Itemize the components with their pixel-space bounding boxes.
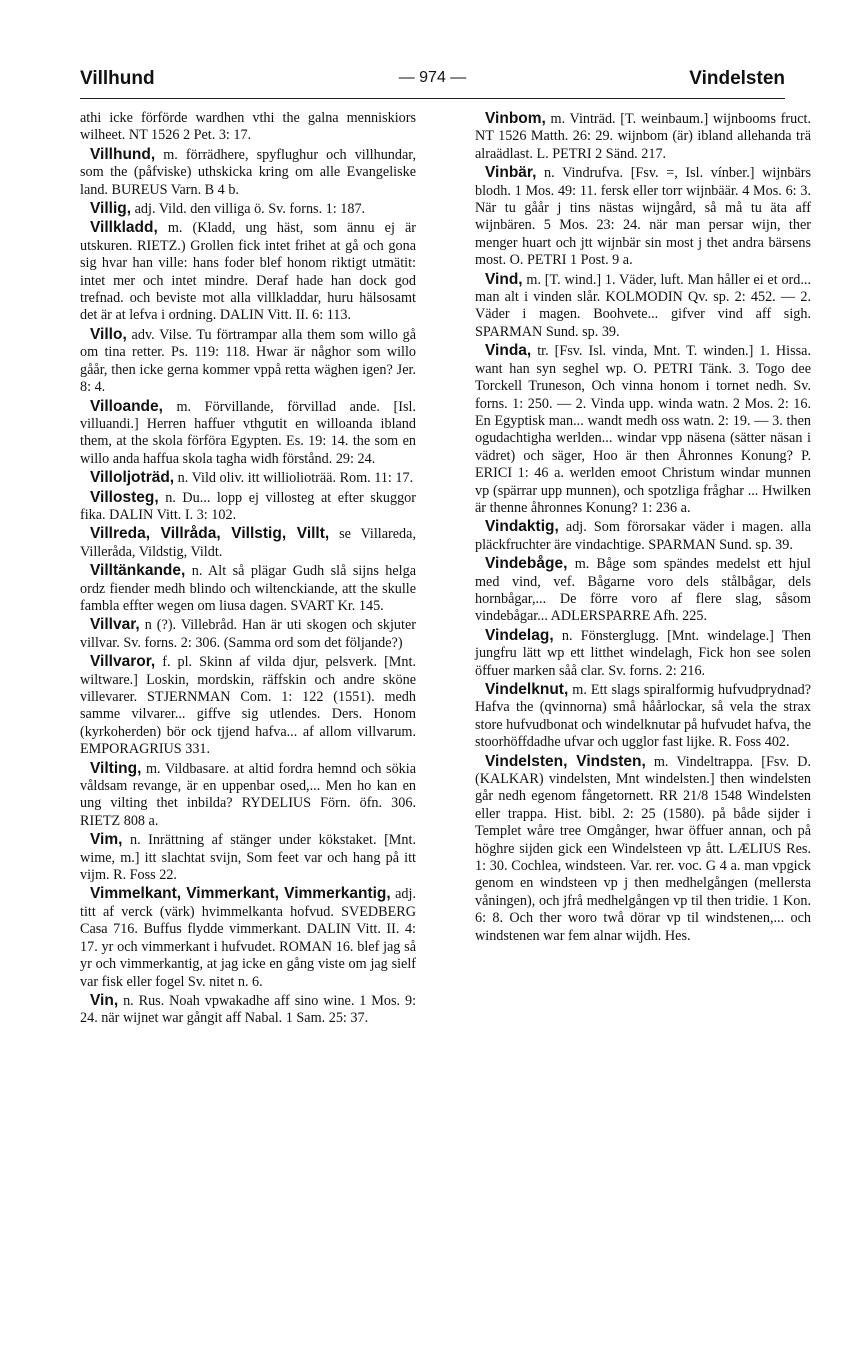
dictionary-entry <box>80 398 416 469</box>
entry-headword: Vinbär, <box>485 164 537 182</box>
dictionary-entry <box>475 164 811 269</box>
entry-headword: Villvar, <box>90 616 140 634</box>
page-number: — 974 — <box>398 69 467 86</box>
dictionary-entry <box>80 326 416 397</box>
dictionary-entry <box>475 681 811 752</box>
dictionary-entry <box>80 146 416 199</box>
entry-definition: n. Vild oliv. itt williolioträä. Rom. 11: 17. <box>177 470 414 487</box>
entry-headword: Villoande, <box>90 397 163 415</box>
entry-headword: Vinbom, <box>485 110 546 127</box>
header-rule <box>80 98 785 99</box>
entry-headword: Vindebåge, <box>485 555 568 573</box>
entry-definition: m. förrädhere, spyflughur och villhundar, som the (påfviske) uthskicka kring om alle Evangeliske land. BUREUS Varn. B 4 b. <box>80 146 416 198</box>
entry-headword: Villoljoträd, <box>90 469 175 487</box>
entry-headword: Vind, <box>485 270 523 288</box>
left-column <box>80 110 416 1029</box>
dictionary-entry <box>80 653 416 758</box>
entry-headword: Villo, <box>90 325 127 343</box>
entry-headword: Vimmelkant, Vimmerkant, Vimmerkantig, <box>90 885 391 903</box>
entry-headword: Villkladd, <box>90 219 158 237</box>
entry-headword: Villreda, Villråda, Villstig, Villt, <box>90 525 330 543</box>
entry-headword: Vilting, <box>90 759 142 777</box>
entry-definition: n. Rus. Noah vpwakadhe aff sino wine. 1 Mos. 9: 24. när wijnet war gångit aff Nabal. 1 Sam. 25: 37. <box>80 992 417 1027</box>
dictionary-entry <box>80 200 416 218</box>
dictionary-entry <box>80 562 416 615</box>
entry-headword: Villosteg, <box>90 488 159 506</box>
dictionary-entry <box>80 110 416 145</box>
dictionary-entry <box>475 110 811 163</box>
entry-headword: Vinda, <box>485 342 532 360</box>
entry-headword: Villvaror, <box>90 653 156 671</box>
page-header <box>80 68 785 98</box>
entry-definition: n. Du... lopp ej villosteg at efter skuggor fika. DALIN Vitt. I. 3: 102. <box>80 489 416 523</box>
entry-definition: m. Vildbasare. at altid fordra hemnd och sökia våldsam revange, är en uppenbar osed,... Men ho kan en ung vilting thet inbilda? RYDELIUS Förn. öfn. 306. RIETZ 808 a. <box>80 760 416 829</box>
entry-definition: m. Vindeltrappa. [Fsv. D. (KALKAR) vindelsten, Mnt windelsten.] then windelsten går nedh egenom fångetornett. RR 21/8 1548 Windelsten eller trappa. Hist. bibl. 2: 25 (1580). på både sijder i Templet wåre tree Omgånger, hwar öffuer annan, och på höghre sijden gick een Windelsteen vp ått. LÆLIUS Res. 1: 30. Cochlea, windsteen. Var. rer. voc. G 4 a. man vpgick genom en windsteen vp j then medhelgången (mellersta våningen), och jfrå medhelgången vp til then tridie. 1 Kon. 6: 8. Och ther woro twå dörar vp til windstenen,... och windstenen war fem alnar wijdh. Hes. <box>475 753 811 944</box>
dictionary-entry <box>475 518 811 554</box>
dictionary-entry <box>80 885 416 990</box>
right-running-headword: Vindelsten <box>689 68 785 89</box>
entry-definition: n. Inrättning af stänger under kökstaket. [Mnt. wime, m.] itt slachtat svijn, Som feet var och hang på itt vijm. R. Foss 22. <box>80 832 416 884</box>
dictionary-entry <box>475 555 811 626</box>
entry-definition: f. pl. Skinn af vilda djur, pelsverk. [Mnt. wiltware.] Loskin, mordskin, räffskin och andre sköne villevarer. STJERNMAN Com. 1: 122 (1551). medh samme vilvarer... giffve sig utlendes. Ders. Honom (kyrkoherden) bör ock tjjend hafva... af allom villvarum. EMPORAGRIUS 331. <box>80 654 416 758</box>
entry-definition: m. Båge som spändes medelst ett hjul med vind, vef. Bågarne voro dels stålbågar, dels hornbågar,... De förre voro af flere slag, såsom vindebågar... ADLERSPARRE Afh. 225. <box>475 556 812 625</box>
right-column <box>475 110 811 946</box>
entry-definition: n. Alt så plägar Gudh slå sijns helga ordz fiender medh blindo och wiltenckiande, att the skulle fambla effter wegen om liusa dagen. SVART Kr. 145. <box>80 563 416 614</box>
dictionary-entry <box>80 760 416 831</box>
entry-definition: adv. Vilse. Tu förtrampar alla them som willo gå om tina retter. Ps. 119: 118. Hwar är någhor som willo gåår, then icke gerna kommer vppå retta wäghen igen? Jer. 8: 4. <box>80 326 416 396</box>
entry-definition: adj. titt af verck (värk) hvimmelkanta hofvud. SVEDBERG Casa 716. Buffus flydde vimmerkant. DALIN Vitt. II. 4: 17. yr och vimmerkant i hufvudet. ROMAN 16. blef jag så yr och vimmerkantig, at jag icke en gång viste om jag sielf var fisk eller fogel Sv. nitet n. 6. <box>80 886 416 990</box>
entry-definition: m. Vinträd. [T. weinbaum.] wijnbooms fruct. NT 1526 Matth. 26: 29. wijnbom (är) ibland allehanda trä alraädlast. L. PETRI 2 Sänd. 217. <box>475 111 811 162</box>
dictionary-entry <box>80 469 416 487</box>
entry-headword: Villhund, <box>90 145 156 163</box>
entry-headword: Vindaktig, <box>485 518 559 536</box>
entry-headword: Vindelknut, <box>485 681 569 698</box>
entry-definition: n. Fönsterglugg. [Mnt. windelage.] Then jungfru lätt wp ett litthet windelagh, Fick hon see solen öffuer marken såå clar. Sv. forns. 2: 216. <box>475 627 811 679</box>
entry-definition: athi icke förförde wardhen vthi the galna menniskiors wilheet. NT 1526 2 Pet. 3: 17. <box>80 110 416 144</box>
entry-definition: m. (Kladd, ung häst, som ännu ej är utskuren. RIETZ.) Grollen fick intet frihet at gå och gona sig hvar han ville: hans foder blef honom riktigt utmätit: intet mer och intet mindre. Deraf hade han dock god trefnad. och beviste mot alla villkladdar, huru hälsosamt det är at lefva i ordning. DALIN Vitt. II. 6: 113. <box>80 220 417 324</box>
dictionary-entry <box>80 489 416 525</box>
dictionary-entry <box>475 627 811 680</box>
dictionary-entry <box>80 525 416 561</box>
entry-headword: Vindelag, <box>485 626 554 644</box>
entry-headword: Vindelsten, Vindsten, <box>485 752 646 770</box>
dictionary-entry <box>80 992 416 1028</box>
entry-definition: m. [T. wind.] 1. Väder, luft. Man håller ei et ord... man alt i vinden slår. KOLMODIN Qv. sp. 2: 452. — 2. Väder i magen. Boohvete... gifver vind aff sigh. SPARMAN Sund. sp. 39. <box>475 271 812 340</box>
entry-definition: n. Vindrufva. [Fsv. =, Isl. vínber.] wijnbärs blodh. 1 Mos. 49: 11. fersk eller torr wijnbäär. 4 Mos. 6: 3. När tu gåår j tins nästas wijngård, så må tu äta aff wijnbären. 5 Mos. 23: 24. när man persar wijn, ther menger huart och jtt wijnbär sin most j thet andra bärsens most. O. PETRI 1 Post. 9 a. <box>475 165 811 269</box>
dictionary-entry <box>80 616 416 652</box>
entry-definition: m. Förvillande, förvillad ande. [Isl. villuandi.] Herren haffuer vthgutit en willoanda ibland them, at the skola förföra Egypten. Es. 19: 14. the som en willo anda haffua skola tagha widh förstånd. 29: 24. <box>80 398 416 467</box>
dictionary-entry <box>80 831 416 884</box>
entry-headword: Villtänkande, <box>90 562 186 580</box>
entry-definition: se Villareda, Villeråda, Vildstig, Vildt. <box>80 526 416 560</box>
entry-headword: Villig, <box>90 200 132 218</box>
dictionary-entry <box>475 753 811 945</box>
dictionary-entry <box>475 271 811 342</box>
dictionary-entry <box>475 342 811 517</box>
left-running-headword: Villhund <box>80 68 155 89</box>
entry-definition: n (?). Villebråd. Han är uti skogen och skjuter villvar. Sv. forns. 2: 306. (Samma ord som det följande?) <box>80 617 416 651</box>
entry-definition: m. Ett slags spiralformig hufvudprydnad? Hafva the (qvinnorna) små håårlockar, så vela the strax store hufvudbonat och windelknutar på hufvudet hafva, the stoorhöffdadhe ufvar och ugglor fast lijke. R. Foss 402. <box>475 682 812 751</box>
entry-definition: tr. [Fsv. Isl. vinda, Mnt. T. winden.] 1. Hissa. want han syn seghel wp. O. PETRI Tänk. 3. Togo dee Torckell Truneson, Och vinna honom i tornet nedh. Sv. forns. 1: 250. — 2. Vinda upp. winda watn. 2 Mos. 2: 16. En Egyptisk man... wandt medh oss watn. 2: 19. — 3. then ogudachtigha werlden... windar vpp näsena (sätter näsan i vädret) och säger, Hoo är then Åhronnes Konung? P. ERICI 1: 46 a. werlden emoot Christum windar munnen vp (spärrar upp munnen), och spotzliga fråghar ... Hwilken är thenne åhronnes Konung? 1: 236 a. <box>475 343 812 516</box>
entry-definition: adj. Som förorsakar väder i magen. alla pläckfruchter äre vindachtige. SPARMAN Sund. sp. 39. <box>475 519 812 553</box>
entry-definition: adj. Vild. den villiga ö. Sv. forns. 1: 187. <box>134 201 366 218</box>
entry-headword: Vim, <box>90 831 123 849</box>
dictionary-entry <box>80 219 416 324</box>
entry-headword: Vin, <box>90 991 119 1009</box>
